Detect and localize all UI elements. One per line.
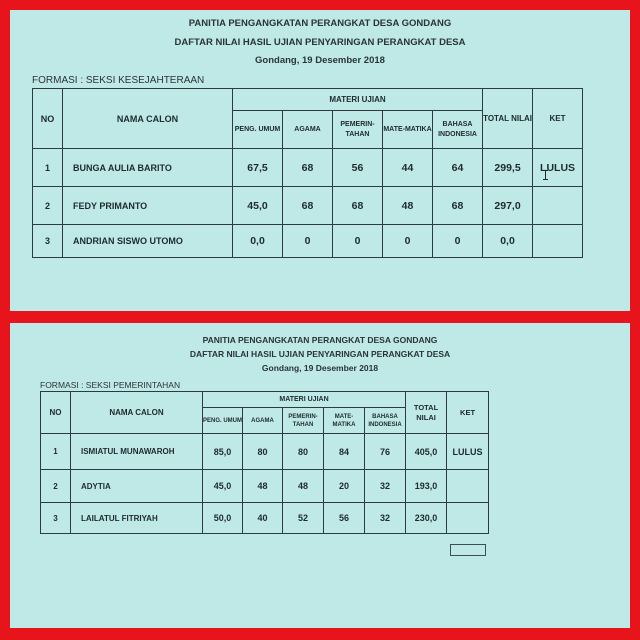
row-matematika: 44 (383, 149, 433, 187)
row-ket: LULUS (447, 434, 489, 470)
empty-box (450, 544, 486, 556)
col-pemerintahan-header: PEMERIN-TAHAN (333, 111, 383, 149)
col-nama-header: NAMA CALON (63, 89, 233, 149)
row-total: 405,0 (406, 434, 447, 470)
col-ket-header: KET (447, 392, 489, 434)
row-nama: LAILATUL FITRIYAH (71, 503, 203, 534)
row-bahasa: 68 (433, 187, 483, 225)
row-nama: ADYTIA (71, 470, 203, 503)
row-agama: 0 (283, 225, 333, 258)
table-row (33, 225, 583, 258)
bottom-document (10, 323, 630, 628)
row-bahasa: 32 (365, 470, 406, 503)
col-total-header: TOTAL NILAI (483, 89, 533, 149)
table-row (33, 187, 583, 225)
row-pemerintahan: 52 (283, 503, 324, 534)
col-matematika-header: MATE-MATIKA (383, 111, 433, 149)
row-bahasa: 32 (365, 503, 406, 534)
row-pemerintahan: 68 (333, 187, 383, 225)
col-materi-header: MATERI UJIAN (233, 89, 483, 111)
text-cursor-icon (543, 170, 548, 180)
row-bahasa: 0 (433, 225, 483, 258)
row-nama: FEDY PRIMANTO (63, 187, 233, 225)
row-ket (447, 470, 489, 503)
col-ket-header: KET (533, 89, 583, 149)
row-no: 2 (41, 470, 71, 503)
top-header-line-2: DAFTAR NILAI HASIL UJIAN PENYARINGAN PERANGKAT DESA (174, 37, 466, 48)
col-no-header: NO (41, 392, 71, 434)
col-total-header: TOTAL NILAI (406, 392, 447, 434)
row-matematika: 48 (383, 187, 433, 225)
row-peng: 45,0 (203, 470, 243, 503)
col-agama-header: AGAMA (243, 408, 283, 434)
row-no: 2 (33, 187, 63, 225)
row-total: 299,5 (483, 149, 533, 187)
row-agama: 68 (283, 187, 333, 225)
row-peng: 0,0 (233, 225, 283, 258)
bottom-header-line-2: DAFTAR NILAI HASIL UJIAN PENYARINGAN PERANGKAT DESA (189, 349, 451, 359)
row-pemerintahan: 56 (333, 149, 383, 187)
row-peng: 67,5 (233, 149, 283, 187)
table-row (41, 470, 489, 503)
col-peng-header: PENG. UMUM (203, 408, 243, 434)
col-agama-header: AGAMA (283, 111, 333, 149)
top-document (10, 10, 630, 311)
row-no: 1 (41, 434, 71, 470)
row-nama: ISMIATUL MUNAWAROH (71, 434, 203, 470)
row-no: 3 (33, 225, 63, 258)
row-matematika: 56 (324, 503, 365, 534)
top-header-line-1: PANITIA PENGANGKATAN PERANGKAT DESA GONDANG (188, 18, 452, 29)
row-no: 1 (33, 149, 63, 187)
top-header-date: Gondang, 19 Desember 2018 (255, 55, 385, 66)
col-bahasa-header: BAHASA INDONESIA (365, 408, 406, 434)
row-total: 230,0 (406, 503, 447, 534)
row-pemerintahan: 48 (283, 470, 324, 503)
row-peng: 45,0 (233, 187, 283, 225)
row-peng: 50,0 (203, 503, 243, 534)
top-formasi-label: FORMASI : SEKSI KESEJAHTERAAN (32, 75, 205, 86)
row-ket (447, 503, 489, 534)
bottom-formasi-label: FORMASI : SEKSI PEMERINTAHAN (40, 380, 181, 390)
col-matematika-header: MATE-MATIKA (324, 408, 365, 434)
row-bahasa: 76 (365, 434, 406, 470)
table-row (33, 149, 583, 187)
row-nama: ANDRIAN SISWO UTOMO (63, 225, 233, 258)
bottom-header-row (41, 392, 489, 408)
col-materi-header: MATERI UJIAN (203, 392, 406, 408)
row-no: 3 (41, 503, 71, 534)
col-nama-header: NAMA CALON (71, 392, 203, 434)
col-peng-header: PENG. UMUM (233, 111, 283, 149)
table-row (41, 503, 489, 534)
table-row (41, 434, 489, 470)
row-matematika: 0 (383, 225, 433, 258)
col-no-header: NO (33, 89, 63, 149)
row-agama: 40 (243, 503, 283, 534)
row-pemerintahan: 0 (333, 225, 383, 258)
row-matematika: 20 (324, 470, 365, 503)
row-total: 297,0 (483, 187, 533, 225)
row-agama: 68 (283, 149, 333, 187)
row-nama: BUNGA AULIA BARITO (63, 149, 233, 187)
col-bahasa-header: BAHASA INDONESIA (433, 111, 483, 149)
bottom-header-line-1: PANITIA PENGANGKATAN PERANGKAT DESA GONDANG (202, 335, 438, 345)
row-bahasa: 64 (433, 149, 483, 187)
row-total: 0,0 (483, 225, 533, 258)
row-ket: LULUS (533, 149, 583, 187)
row-agama: 48 (243, 470, 283, 503)
row-agama: 80 (243, 434, 283, 470)
row-ket (533, 225, 583, 258)
top-score-table (32, 88, 583, 258)
bottom-header-date: Gondang, 19 Desember 2018 (261, 363, 379, 373)
row-pemerintahan: 80 (283, 434, 324, 470)
row-ket (533, 187, 583, 225)
row-matematika: 84 (324, 434, 365, 470)
row-total: 193,0 (406, 470, 447, 503)
bottom-score-table (40, 391, 489, 534)
row-peng: 85,0 (203, 434, 243, 470)
top-header-row (33, 89, 583, 111)
col-pemerintahan-header: PEMERIN-TAHAN (283, 408, 324, 434)
